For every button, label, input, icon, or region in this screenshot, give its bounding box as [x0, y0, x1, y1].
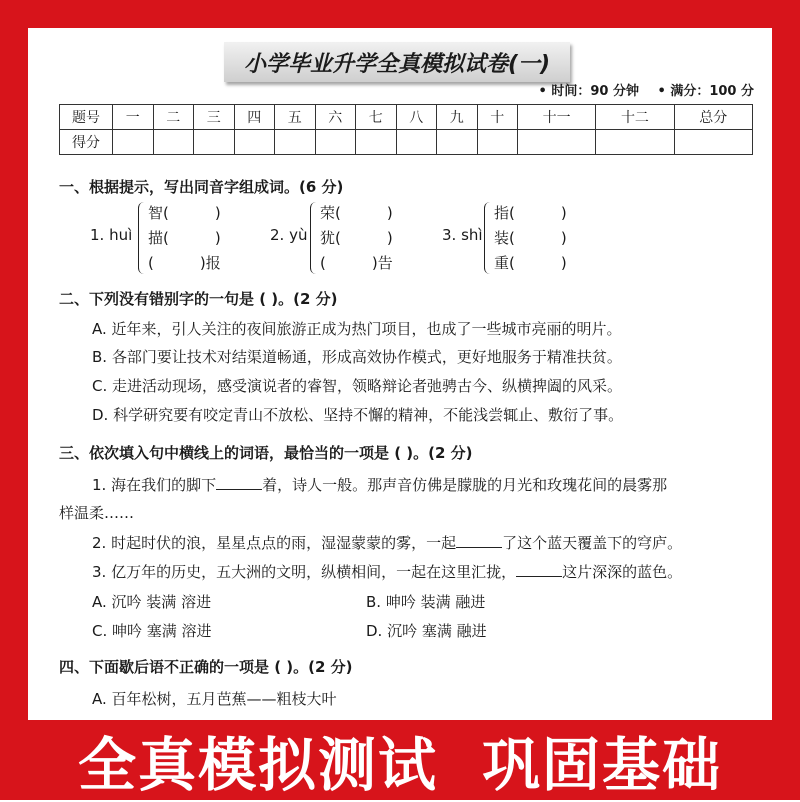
score-cell[interactable] — [194, 130, 235, 155]
q3-sentence-1: 1. 海在我们的脚下 着，诗人一般。那声音仿佛是朦胧的月光和玫瑰花间的晨雾那 — [92, 476, 668, 494]
q3-option-b: B. 呻吟 装满 融进 — [366, 593, 486, 611]
q1-group-2 — [270, 202, 470, 278]
score-table-header-row — [60, 105, 753, 130]
q1-group-lead: 1. huì — [90, 226, 133, 244]
q1-item: 犹( ) — [320, 229, 393, 247]
table-cell: 十一 — [518, 105, 596, 130]
q1-group-3 — [442, 202, 642, 278]
question-2-heading: 二、下列没有错别字的一句是 ( )。(2 分) — [59, 290, 338, 308]
table-cell: 题号 — [60, 105, 113, 130]
q1-item: 描( ) — [148, 229, 221, 247]
score-cell[interactable] — [315, 130, 356, 155]
brace-icon — [484, 202, 493, 274]
table-cell: 十二 — [596, 105, 674, 130]
question-4-heading: 四、下面歇后语不正确的一项是 ( )。(2 分) — [59, 658, 353, 676]
table-cell: 一 — [113, 105, 154, 130]
table-cell: 十 — [477, 105, 518, 130]
question-1-heading: 一、根据提示，写出同音字组成词。(6 分) — [59, 178, 344, 196]
q1-item: 重( ) — [494, 254, 567, 272]
score-cell[interactable] — [437, 130, 478, 155]
table-cell: 五 — [275, 105, 316, 130]
score-cell[interactable] — [596, 130, 674, 155]
q1-group-lead: 2. yù — [270, 226, 308, 244]
table-cell: 九 — [437, 105, 478, 130]
banner-right-text: 巩固基础 — [482, 731, 723, 799]
table-cell: 四 — [234, 105, 275, 130]
q1-item: 智( ) — [148, 204, 221, 222]
q3-sentence-3: 3. 亿万年的历史，五大洲的文明，纵横相间，一起在这里汇拢， 这片深深的蓝色。 — [92, 563, 683, 581]
table-cell: 六 — [315, 105, 356, 130]
exam-paper — [28, 28, 772, 720]
q3-option-a: A. 沉吟 装满 溶进 — [92, 593, 212, 611]
q3-option-d: D. 沉吟 塞满 融进 — [366, 622, 487, 640]
answer-blank[interactable] — [456, 533, 502, 548]
exam-title: 小学毕业升学全真模拟试卷(一) — [224, 42, 570, 82]
answer-blank[interactable] — [516, 562, 562, 577]
banner-left-text: 全真模拟测试 — [77, 731, 438, 799]
q4-option-a: A. 百年松树，五月芭蕉——粗枝大叶 — [92, 690, 337, 708]
table-cell: 得分 — [60, 130, 113, 155]
q2-option-a: A. 近年来，引人关注的夜间旅游正成为热门项目，也成了一些城市亮丽的明片。 — [92, 320, 622, 338]
q1-group-lead: 3. shì — [442, 226, 483, 244]
promo-banner — [0, 720, 800, 800]
brace-icon — [138, 202, 147, 274]
score-cell[interactable] — [518, 130, 596, 155]
score-cell[interactable] — [356, 130, 397, 155]
q3-option-c: C. 呻吟 塞满 溶进 — [92, 622, 212, 640]
score-table-score-row — [60, 130, 753, 155]
brace-icon — [310, 202, 319, 274]
time-limit: • 时间：90 分钟 — [538, 84, 639, 99]
q2-option-d: D. 科学研究要有咬定青山不放松、坚持不懈的精神，不能浅尝辄止、敷衍了事。 — [92, 406, 624, 424]
q1-item: 装( ) — [494, 229, 567, 247]
q3-sentence-2: 2. 时起时伏的浪，星星点点的雨，湿湿蒙蒙的雾，一起 了这个蓝天覆盖下的穹庐。 — [92, 534, 683, 552]
table-cell: 总分 — [674, 105, 752, 130]
q2-option-c: C. 走进活动现场，感受演说者的睿智，领略辩论者弛骋古今、纵横捭阖的风采。 — [92, 377, 623, 395]
score-cell[interactable] — [113, 130, 154, 155]
exam-meta — [525, 80, 754, 99]
score-cell[interactable] — [477, 130, 518, 155]
table-cell: 三 — [194, 105, 235, 130]
q1-item: 荣( ) — [320, 204, 393, 222]
q1-item: ( )报 — [148, 254, 221, 272]
score-cell[interactable] — [234, 130, 275, 155]
q3-sentence-1-cont: 样温柔…… — [59, 504, 135, 522]
q1-item: ( )告 — [320, 254, 393, 272]
answer-blank[interactable] — [216, 475, 262, 490]
score-cell[interactable] — [153, 130, 194, 155]
q1-group-1 — [90, 202, 290, 278]
question-3-heading: 三、依次填入句中横线上的词语，最恰当的一项是 ( )。(2 分) — [59, 444, 473, 462]
table-cell: 二 — [153, 105, 194, 130]
score-cell[interactable] — [396, 130, 437, 155]
score-table — [59, 104, 753, 155]
full-score: • 满分：100 分 — [657, 84, 754, 99]
score-cell[interactable] — [674, 130, 752, 155]
score-cell[interactable] — [275, 130, 316, 155]
q1-item: 指( ) — [494, 204, 567, 222]
q2-option-b: B. 各部门要让技术对结渠道畅通，形成高效协作模式，更好地服务于精准扶贫。 — [92, 348, 622, 366]
table-cell: 八 — [396, 105, 437, 130]
table-cell: 七 — [356, 105, 397, 130]
